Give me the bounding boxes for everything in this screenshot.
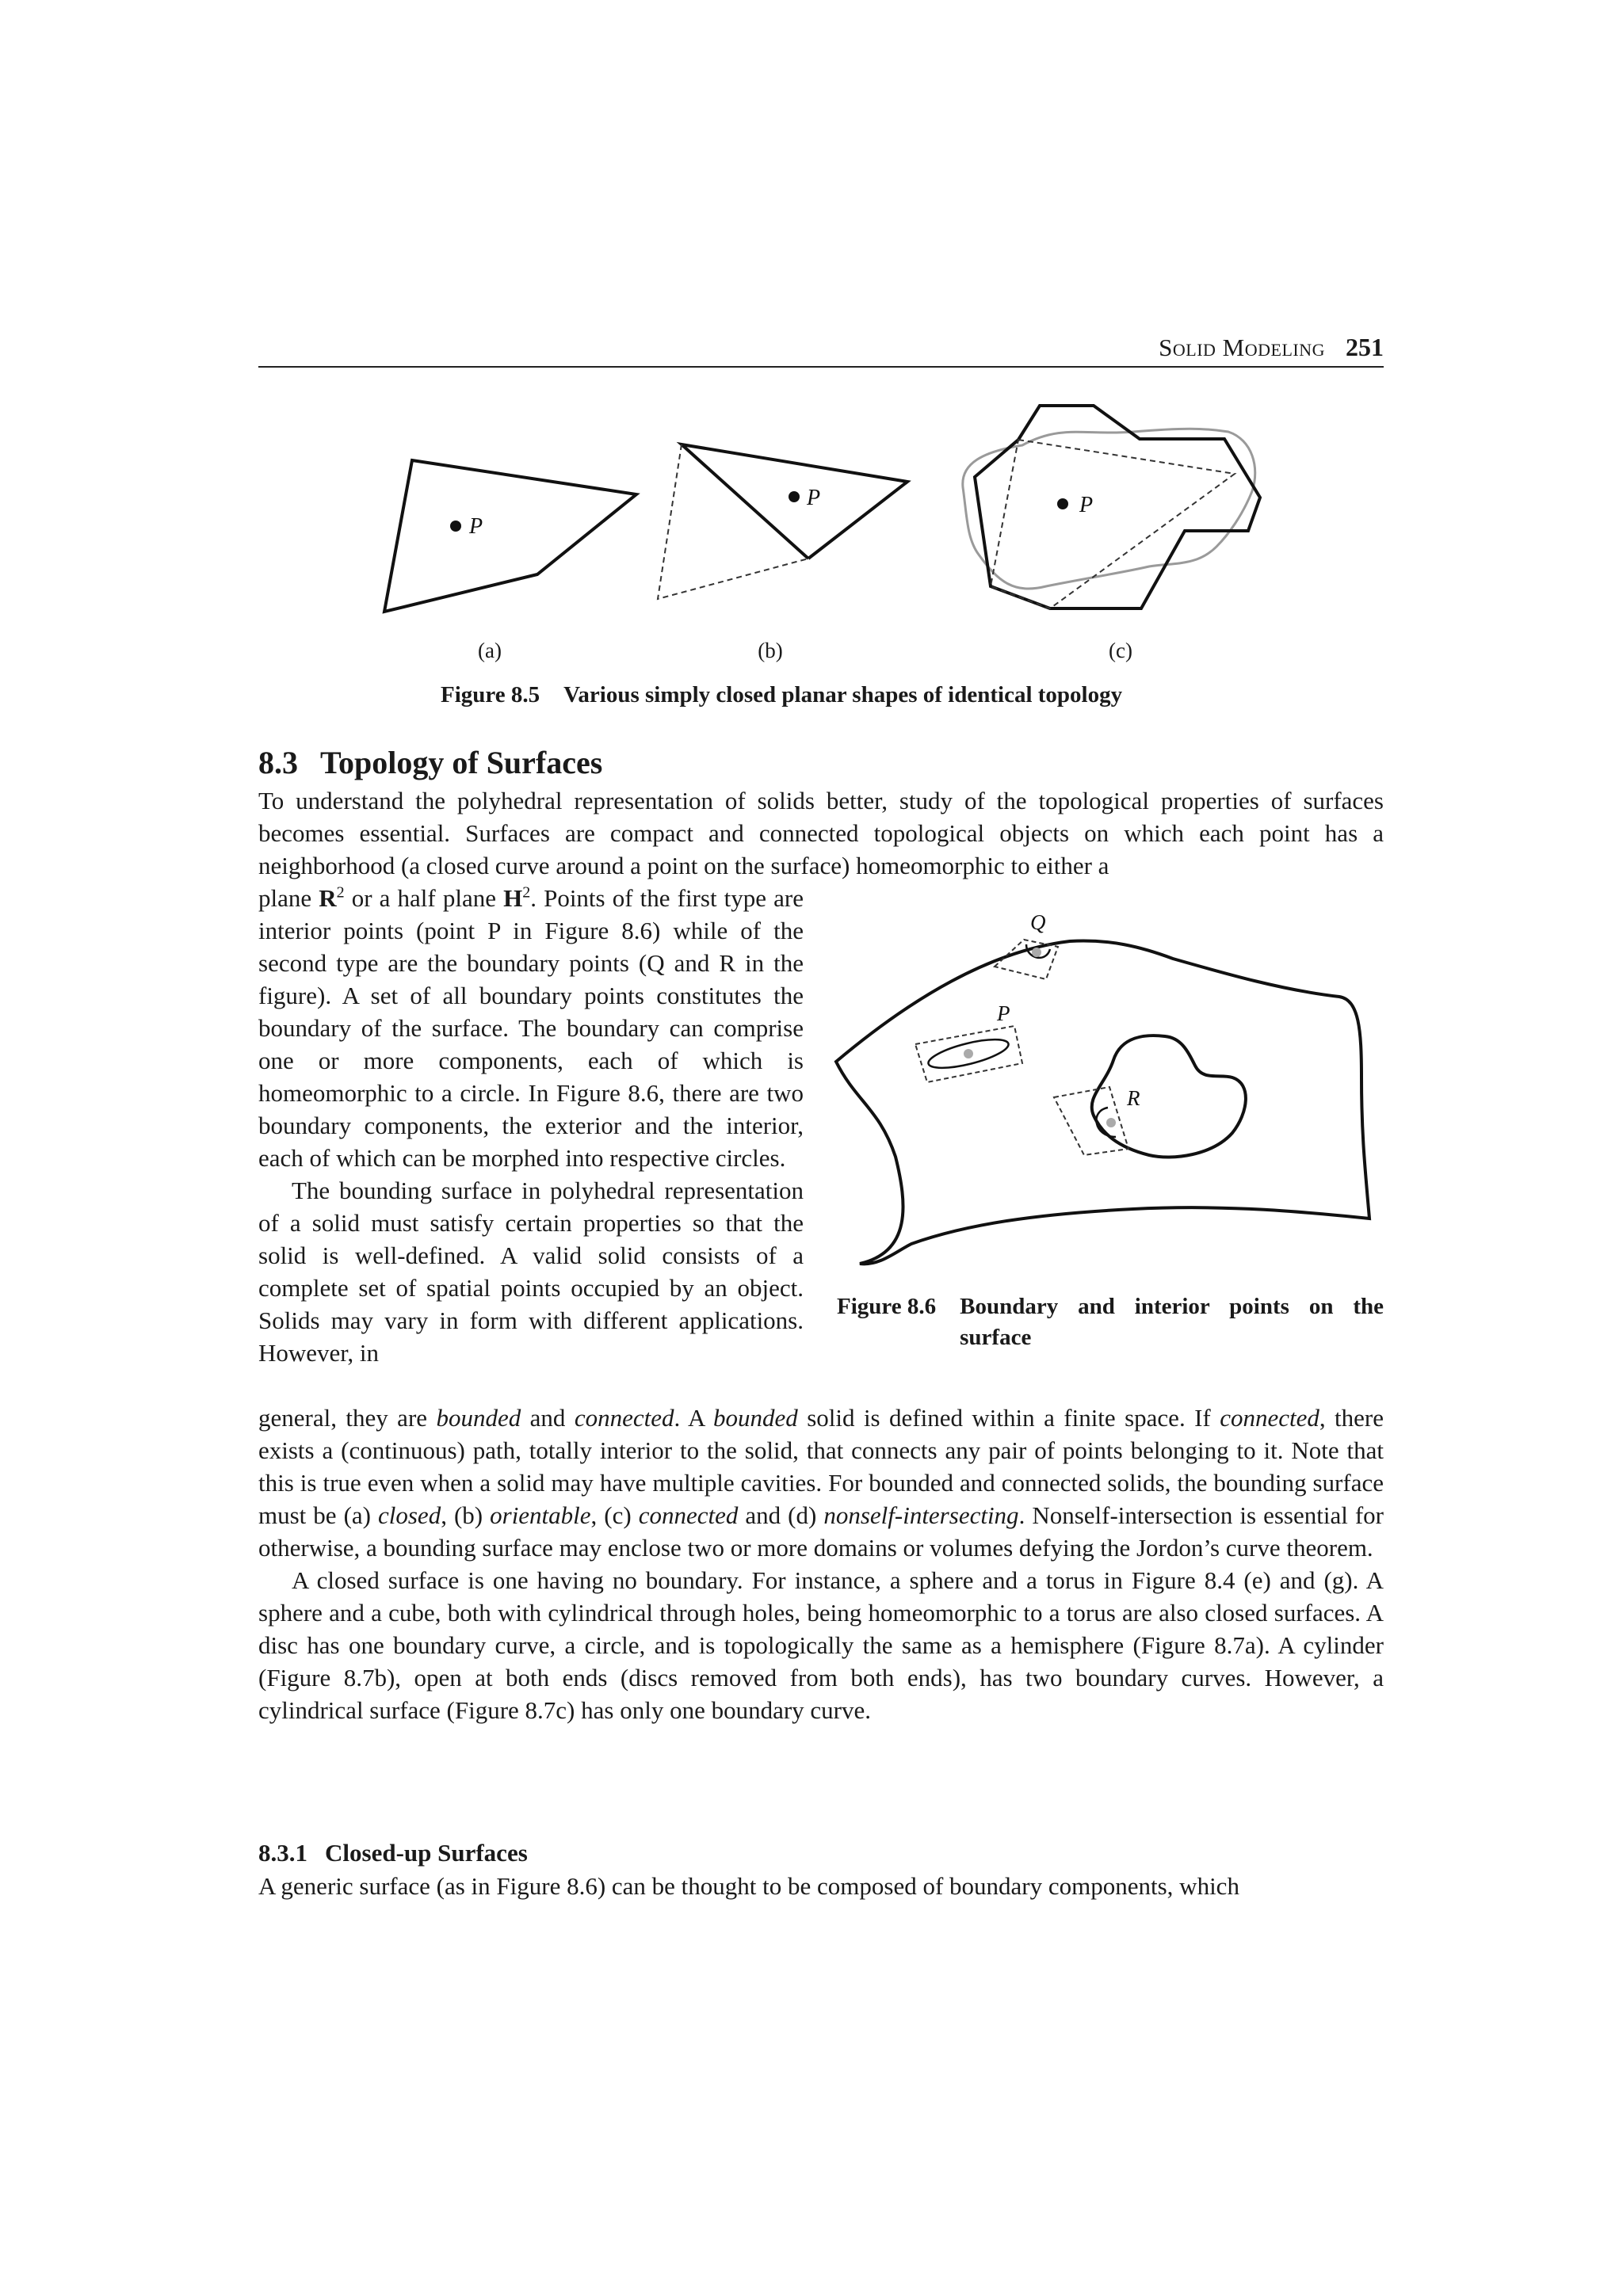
point-q-dot [1032,948,1041,957]
section-title: Topology of Surfaces [320,745,603,780]
paragraph-2-rest: general, they are bounded and connected. A bounded solid is defined within a finite space. If connected, there exists a (continuous) path, totally interior to the solid, that connects any pair of points belonging to it. Note that this is true even when a solid may have multiple cavities. For bounded and connected solids, the bounding surface must be (a) closed, (b) orientable, (c) connected and (d) nonself-intersecting. Nonself-intersection is essential for otherwise, a bounding surface may enclose two or more domains or volumes defying the Jordon’s curve theorem. [258,1404,1384,1562]
figure-8-5a [372,444,658,634]
paragraph-2-left: The bounding surface in polyhedral representation of a solid must satisfy certain properties so that the solid is well-defined. A valid solid consists of a complete set of spatial points occupied by an object. Solids may vary in form with different applications. However, in [258,1177,804,1367]
point-r-dot [1106,1118,1116,1127]
surface-outer-boundary [836,940,1369,1264]
intro-paragraph-top [258,784,1384,882]
dashed-outline [658,444,808,599]
point-p-dot [789,491,800,502]
section-number: 8.3 [258,745,298,780]
label-r: R [1127,1086,1140,1110]
sublabel-c: (c) [1109,639,1132,662]
subsection-number: 8.3.1 [258,1839,307,1867]
figure-8-6-caption [837,1291,1384,1353]
left-column-text [258,882,804,1369]
figure-8-5b [650,432,919,606]
sublabel-a: (a) [478,639,502,662]
paragraph-3: A closed surface is one having no boundary. For instance, a sphere and a torus in Figure 8.4 (e) and (g). A sphere and a cube, both with cylindrical through holes, being homeomorphic to a torus are also closed surfaces. A disc has one boundary curve, a circle, and is topologically the same as a hemisphere (Figure 8.7a). A cylinder (Figure 8.7b), open at both ends (discs removed from both ends), has two boundary curves. However, a cylindrical surface (Figure 8.7c) has only one boundary curve. [258,1566,1384,1724]
point-p-dot [1057,498,1068,509]
running-head-title: Solid Modeling [1159,334,1325,361]
caption-number: Figure 8.6 [837,1294,937,1319]
point-p-dot [964,1049,973,1058]
figure-8-5c [951,396,1284,634]
caption-number: Figure 8.5 [441,682,540,707]
paragraph-4: A generic surface (as in Figure 8.6) can be thought to be composed of boundary components, which [258,1872,1239,1900]
caption-text: Boundary and interior points on the surface [960,1294,1384,1350]
subsection-heading [258,1836,528,1870]
neighborhood-r-dashed [1054,1087,1128,1155]
quadrilateral-shape [384,460,636,612]
dashed-quadrilateral [991,440,1235,608]
figure-8-5-caption [441,680,1122,710]
intro-text-top: To understand the polyhedral representation of solids better, study of the topological properties of surfaces becomes essential. Surfaces are compact and connected topological objects on which each point has a neighborhood (a closed curve around a point on the surface) homeomorphic to either a [258,787,1384,879]
surface-inner-hole-boundary [1092,1035,1246,1157]
figure-8-6 [832,903,1387,1276]
point-p-label: P [1079,493,1094,517]
point-p-label: P [469,514,483,539]
running-head [258,331,1384,364]
page-number: 251 [1346,333,1384,361]
section-heading [258,743,602,783]
caption-text: Various simply closed planar shapes of identical topology [563,682,1123,707]
header-rule [258,366,1384,368]
point-p-label: P [807,486,821,510]
full-width-text [258,1402,1384,1726]
label-q: Q [1030,910,1046,934]
paragraph-4-block [258,1870,1384,1902]
label-p: P [997,1001,1010,1025]
sublabel-b: (b) [758,639,783,662]
solid-polygon-outline [975,406,1260,608]
intro-text-left: plane $R^2$ or a half plane $H^2$. Points of the first type are interior points (point P in Figure 8.6) while of the second type are the boundary points (Q and R in the figure). A set of all boundary points constitutes the boundary of the surface. The boundary can comprise one or more components, each of which is homeomorphic to a circle. In Figure 8.6, there are two boundary components, the exterior and the interior, each of which can be morphed into respective circles. [258,883,804,1172]
point-p-dot [450,521,461,532]
subsection-title: Closed-up Surfaces [325,1839,528,1867]
